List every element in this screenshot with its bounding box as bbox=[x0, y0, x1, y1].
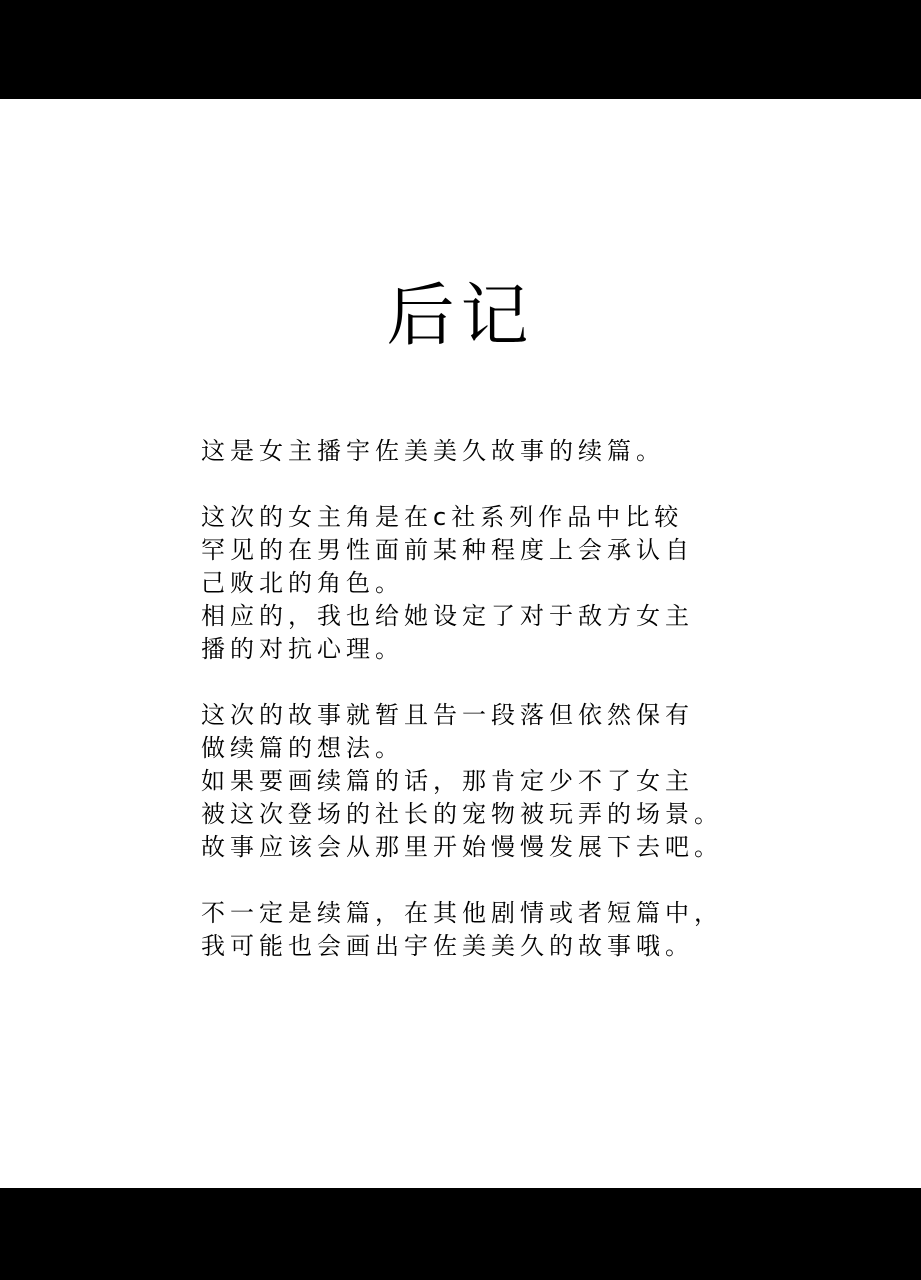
text-line: 故事应该会从那里开始慢慢发展下去吧。 bbox=[201, 833, 723, 861]
page-title: 后记 bbox=[386, 277, 535, 356]
text-line: 罕见的在男性面前某种程度上会承认自 bbox=[201, 536, 694, 564]
paragraph-2 bbox=[201, 501, 761, 666]
text-line: 己败北的角色。 bbox=[201, 569, 404, 597]
text-line: 不一定是续篇，在其他剧情或者短篇中， bbox=[201, 899, 723, 927]
afterword-page bbox=[0, 99, 921, 1188]
text-line: 这次的女主角是在c社系列作品中比较 bbox=[201, 503, 684, 531]
paragraph-4 bbox=[201, 897, 761, 963]
afterword-body bbox=[201, 435, 761, 996]
text-line: 播的对抗心理。 bbox=[201, 635, 404, 663]
text-line: 做续篇的想法。 bbox=[201, 734, 404, 762]
text-line: 我可能也会画出宇佐美美久的故事哦。 bbox=[201, 932, 694, 960]
paragraph-1 bbox=[201, 435, 761, 468]
text-line: 这次的故事就暂且告一段落但依然保有 bbox=[201, 701, 694, 729]
text-line: 相应的，我也给她设定了对于敌方女主 bbox=[201, 602, 694, 630]
text-line: 如果要画续篇的话，那肯定少不了女主 bbox=[201, 767, 694, 795]
text-line: 被这次登场的社长的宠物被玩弄的场景。 bbox=[201, 800, 723, 828]
text-line: 这是女主播宇佐美美久故事的续篇。 bbox=[201, 437, 665, 465]
paragraph-3 bbox=[201, 699, 761, 864]
